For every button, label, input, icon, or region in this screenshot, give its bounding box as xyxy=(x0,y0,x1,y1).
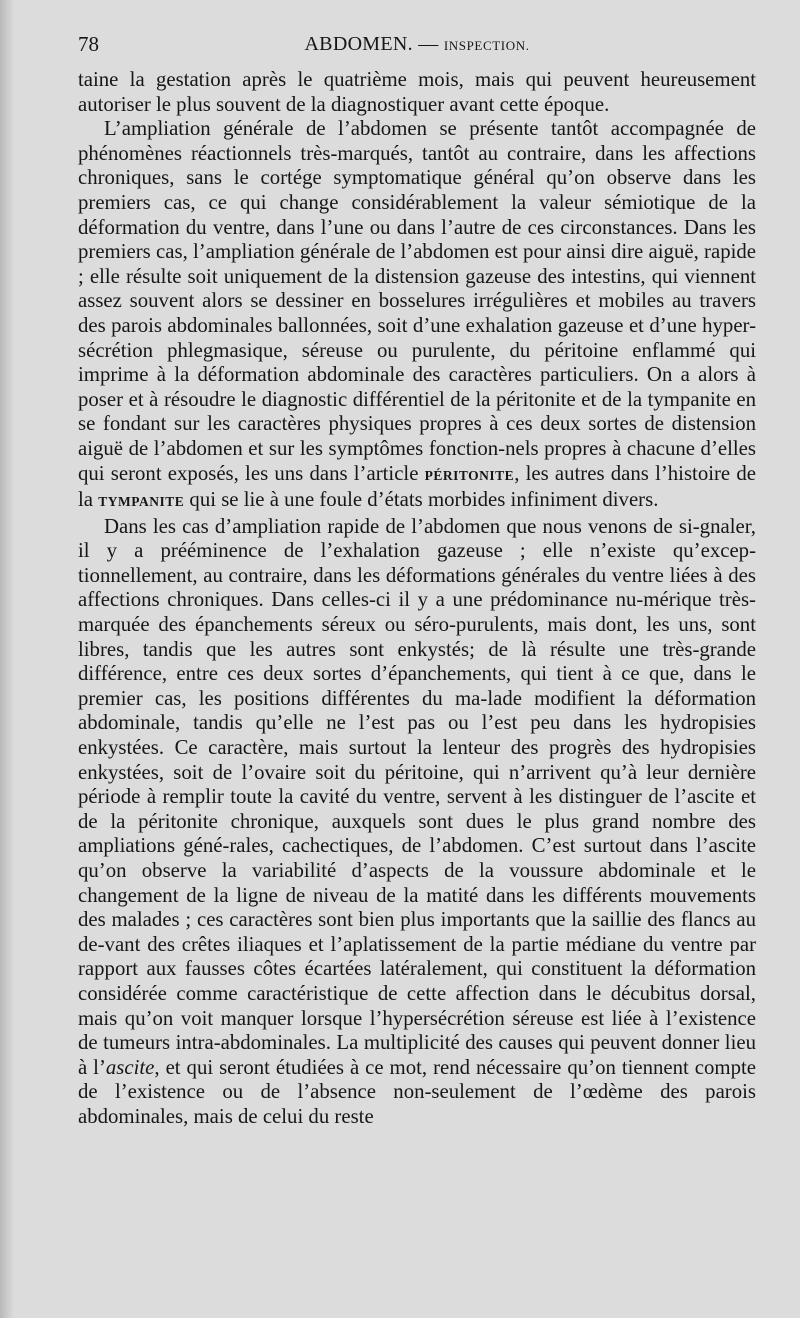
paragraph-3 xyxy=(78,515,756,1130)
running-title-main: ABDOMEN. xyxy=(304,33,413,55)
paragraph-1 xyxy=(78,68,756,117)
running-head xyxy=(78,32,756,68)
page-number: 78 xyxy=(78,32,99,56)
paragraph-2-text-c: qui se lie à une foule d’états morbides infiniment divers. xyxy=(184,488,659,512)
paragraph-3-text-a: Dans les cas d’ampliation rapide de l’abdomen que nous venons de si-gnaler, il y a prééminence de l’exhalation gazeuse ; elle n’existe qu’excep-tionnellement, au contraire, dans les déformations générales du ventre liées à des affections chroniques. Dans celles-ci il y a une prédominance nu-mérique très-marquée des épanchements séreux ou séro-purulents, mais dont, les uns, sont libres, tandis que les autres sont enkystés; de là résulte une très-grande différence, entre ces deux sortes d’épanchements, qui tient à ce que, dans le premier cas, les positions différentes du ma-lade modifient la déformation abdominale, tandis qu’elle ne l’est pas ou l’est peu dans les hydropisies enkystées. Ce caractère, mais surtout la lenteur des progrès des hydropisies enkystées, soit de l’ovaire soit du péritoine, qui n’arrivent qu’à leur dernière période à remplir toute la cavité du ventre, servent à les distinguer de l’ascite et de la péritonite chronique, auxquels sont dues le plus grand nombre des ampliations géné-rales, cachectiques, de l’abdomen. C’est surtout dans l’ascite qu’on observe la variabilité d’aspects de la voussure abdominale et le changement de la ligne de niveau de la matité dans les différents mouvements des malades ; ces caractères sont bien plus importants que la saillie des flancs au de-vant des crêtes iliaques et l’aplatissement de la partie médiane du ventre par rapport aux fausses côtes écartées latéralement, qui constituent la déformation considérée comme caractéristique de cette affection dans le décubitus dorsal, mais qu’on voit manquer lorsque l’hypersécrétion séreuse est liée à l’existence de tumeurs intra-abdominales. La multiplicité des causes qui peuvent donner lieu à l’ xyxy=(78,514,756,1079)
running-title-section: INSPECTION. xyxy=(443,38,530,53)
running-title-dash: — xyxy=(412,33,444,55)
paragraph-1-text: taine la gestation après le quatrième mois, mais qui peuvent heureusement autoriser le plus souvent de la diagnostiquer avant cette époque. xyxy=(78,68,756,116)
italic-term-ascite: ascite xyxy=(105,1055,155,1079)
paragraph-2-text-a: L’ampliation générale de l’abdomen se présente tantôt accompagnée de phénomènes réactionnels très-marqués, tantôt au contraire, dans les affections chroniques, sans le cortége symptomatique général qu’on observe dans les premiers cas, ce qui change considérablement la valeur sémiotique de la déformation du ventre, dans l’une ou dans l’autre de ces circonstances. Dans les premiers cas, l’ampliation générale de l’abdomen est pour ainsi dire aiguë, rapide ; elle résulte soit uniquement de la distension gazeuse des intestins, qui viennent assez souvent alors se dessiner en bosselures irrégulières et mobiles au travers des parois abdominales ballonnées, soit d’une exhalation gazeuse et d’une hyper-sécrétion phlegmasique, séreuse ou purulente, du péritoine enflammé qui imprime à la déformation abdominale des caractères particuliers. On a alors à poser et à résoudre le diagnostic différentiel de la péritonite et de la tympanite en se fondant sur les caractères physiques propres à ces deux sortes de distension aiguë de l’abdomen et sur les symptômes fonction-nels propres à chacune d’elles qui seront exposés, les uns dans l’article xyxy=(78,117,756,485)
paragraph-2-text-b: , les autres dans l’histoire de la xyxy=(78,461,757,512)
cross-reference-peritonite: PÉRITONITE xyxy=(424,467,515,483)
body-text xyxy=(78,68,756,1130)
paragraph-2 xyxy=(78,117,756,515)
paragraph-3-text-b: , et qui seront étudiées à ce mot, rend nécessaire qu’on tiennent compte de l’existence ou de l’absence non-seulement de l’œdème des parois abdominales, mais de celui du reste xyxy=(78,1055,757,1128)
cross-reference-tympanite: TYMPANITE xyxy=(98,494,185,510)
running-title xyxy=(78,32,756,58)
